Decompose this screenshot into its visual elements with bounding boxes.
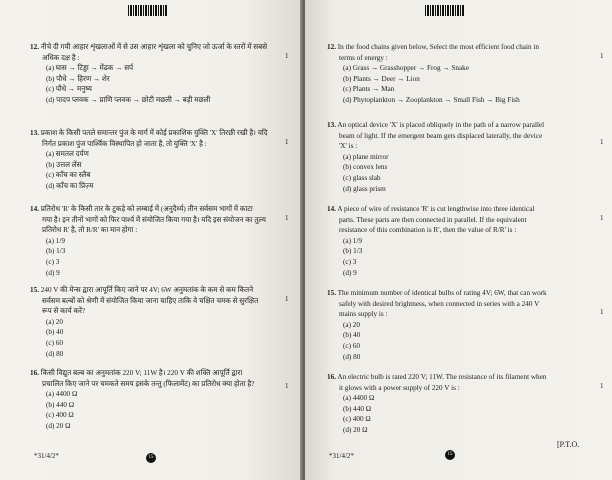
question-text: 'X' is :	[339, 142, 358, 151]
marks: 1	[285, 52, 289, 60]
question-15-english	[327, 288, 597, 362]
pto-label: [P.T.O.	[557, 440, 580, 449]
option-c: (c) पौधे → मनुष्य	[46, 85, 92, 94]
option-b: (b) 1/3	[343, 247, 363, 256]
option-a: (a) 20	[343, 320, 360, 329]
option-a: (a) 4400 Ω	[343, 394, 375, 403]
question-14-english	[327, 204, 597, 278]
option-d: (d) काँच का प्रिज़्म	[46, 181, 94, 190]
question-number: 13.	[327, 121, 336, 129]
marks: 1	[285, 138, 289, 146]
option-b: (b) 40	[343, 331, 361, 340]
question-12-hindi	[30, 42, 292, 106]
option-c: (c) Plants → Man	[343, 85, 395, 94]
option-a: (a) 1/9	[343, 236, 362, 245]
marks: 1	[600, 382, 604, 390]
question-text: नीचे दी गयी आहार शृंखलाओं में से उस आहार शृंखला को चुनिए जो ऊर्जा के स्तरों में सबसे	[40, 43, 268, 51]
question-text: beam of light. If the emergent beam gets displaced laterally, the device	[339, 131, 543, 140]
question-text: parts. These parts are then connected in parallel. If the equivalent	[339, 215, 527, 224]
option-a: (a) 1/9	[46, 236, 65, 245]
question-number: 12.	[30, 43, 39, 51]
option-c: (c) 400 Ω	[46, 411, 74, 420]
option-c: (c) 60	[46, 338, 63, 347]
option-c: (c) 60	[343, 341, 360, 350]
question-number: 13.	[30, 129, 39, 137]
question-text: निर्गत प्रकाश पुंज पार्श्विक विस्थापित हो जाता है, तो युक्ति 'X' है :	[42, 139, 207, 148]
question-text: प्रचालित किए जाने पर चमकते समय इसके तन्तु (फिलामेंट) का प्रतिरोध क्या होता है?	[42, 379, 255, 388]
question-number: 15.	[30, 286, 39, 294]
marks: 1	[285, 295, 289, 303]
option-b: (b) 440 Ω	[343, 404, 372, 413]
question-text: रूप से कार्य करें?	[42, 307, 86, 316]
question-text: safely with desired brightness, when connected in series with a 240 V	[339, 299, 540, 308]
option-b: (b) 40	[46, 328, 64, 337]
question-text: resistance of this combination is R', then the value of R/R' is :	[339, 226, 517, 235]
question-number: 14.	[327, 205, 336, 213]
option-d: (d) 20 Ω	[46, 421, 71, 430]
option-b: (b) convex lens	[343, 163, 388, 172]
question-text: it glows with a power supply of 220 V is :	[339, 383, 460, 392]
question-number: 16.	[30, 369, 39, 377]
question-text: A piece of wire of resistance 'R' is cut lengthwise into three identical	[337, 205, 535, 213]
option-a: (a) घास → टिड्डा → मेंढक → सर्प	[46, 64, 134, 73]
option-c: (c) काँच का स्लैब	[46, 171, 91, 180]
option-b: (b) Plants → Deer → Lion	[343, 74, 420, 83]
option-d: (d) glass prism	[343, 184, 386, 193]
question-13-english	[327, 120, 597, 194]
question-number: 14.	[30, 205, 39, 213]
option-c: (c) glass slab	[343, 173, 381, 182]
option-a: (a) 20	[46, 317, 63, 326]
left-page-hindi	[0, 0, 303, 480]
option-a: (a) 4400 Ω	[46, 390, 78, 399]
barcode	[425, 5, 465, 16]
question-text: In the food chains given below, Select the most efficient food chain in	[337, 43, 539, 51]
question-text: गया है। इन तीनों भागों को फिर पार्श्व में संयोजित किया गया है। यदि इस संयोजन का तुल्य	[42, 215, 266, 224]
question-text: सर्वसम बल्बों को श्रेणी में संयोजित किया जाना चाहिए ताकि वे चक्षित चमक से सुरक्षित	[42, 296, 259, 305]
marks: 1	[600, 138, 604, 146]
page-number-dot: 15	[445, 450, 455, 460]
barcode	[128, 5, 168, 16]
option-b: (b) उत्तल लेंस	[46, 160, 82, 169]
question-text: An electric bulb is rated 220 V; 11W. The resistance of its filament when	[337, 373, 547, 381]
marks: 1	[600, 214, 604, 222]
paper-code: *31/4/2*	[34, 452, 59, 460]
option-d: (d) 9	[46, 268, 60, 277]
option-a: (a) plane mirror	[343, 152, 389, 161]
question-number: 16.	[327, 373, 336, 381]
option-c: (c) 3	[343, 257, 357, 266]
option-a: (a) Grass → Grasshopper → Frog → Snake	[343, 64, 469, 73]
question-text: प्रतिरोध R' है, तो R/R' का मान होगा :	[42, 226, 138, 235]
marks: 1	[600, 52, 604, 60]
page-number-dot: 15	[146, 453, 156, 463]
question-text: प्रतिरोध 'R' के किसी तार के टुकड़े को लम्बाई में (अनुदैर्ध्य) तीन सर्वसम भागों में काटा	[40, 205, 253, 213]
option-d: (d) 80	[46, 349, 64, 358]
option-a: (a) समतल दर्पण	[46, 150, 89, 159]
question-13-hindi	[30, 128, 292, 192]
marks: 1	[600, 308, 604, 316]
option-d: (d) 20 Ω	[343, 425, 368, 434]
question-text: 240 V की मेन्स द्वारा आपूर्ति किए जाने पर 4V; 6W अनुमतांक के कम से कम कितने	[40, 286, 254, 294]
right-page-english	[305, 0, 612, 480]
question-number: 12.	[327, 43, 336, 51]
question-16-hindi	[30, 368, 292, 432]
option-b: (b) 1/3	[46, 247, 66, 256]
option-d: (d) 9	[343, 268, 357, 277]
option-c: (c) 3	[46, 257, 60, 266]
question-number: 15.	[327, 289, 336, 297]
option-d: (d) 80	[343, 352, 361, 361]
question-14-hindi	[30, 204, 292, 278]
paper-code: *31/4/2*	[329, 452, 354, 460]
question-text: mains supply is :	[339, 310, 388, 319]
option-c: (c) 400 Ω	[343, 415, 371, 424]
question-text: प्रकाश के किसी पतले समान्तर पुंज के मार्ग में कोई प्रकाशिक युक्ति 'X' तिरछी रखी है। यदि	[40, 129, 268, 137]
option-d: (d) पादप प्लवक → प्राणि प्लवक → छोटी मछली → बड़ी मछली	[46, 95, 211, 104]
question-16-english	[327, 372, 597, 436]
option-b: (b) पौधे → हिरण → शेर	[46, 74, 110, 83]
question-text: अधिक दक्ष है :	[42, 53, 80, 62]
question-12-english	[327, 42, 597, 106]
question-15-hindi	[30, 285, 292, 359]
option-d: (d) Phytoplankton → Zooplankton → Small Fish → Big Fish	[343, 95, 520, 104]
question-text: An optical device 'X' is placed obliquely in the path of a narrow parallel	[337, 121, 545, 129]
option-b: (b) 440 Ω	[46, 400, 75, 409]
marks: 1	[285, 214, 289, 222]
marks: 1	[285, 382, 289, 390]
question-text: terms of energy :	[339, 53, 388, 62]
question-text: किसी विद्युत बल्ब का अनुमतांक 220 V; 11W है। 220 V की शक्ति आपूर्ति द्वारा	[40, 369, 243, 377]
question-text: The minimum number of identical bulbs of rating 4V; 6W, that can work	[337, 289, 547, 297]
